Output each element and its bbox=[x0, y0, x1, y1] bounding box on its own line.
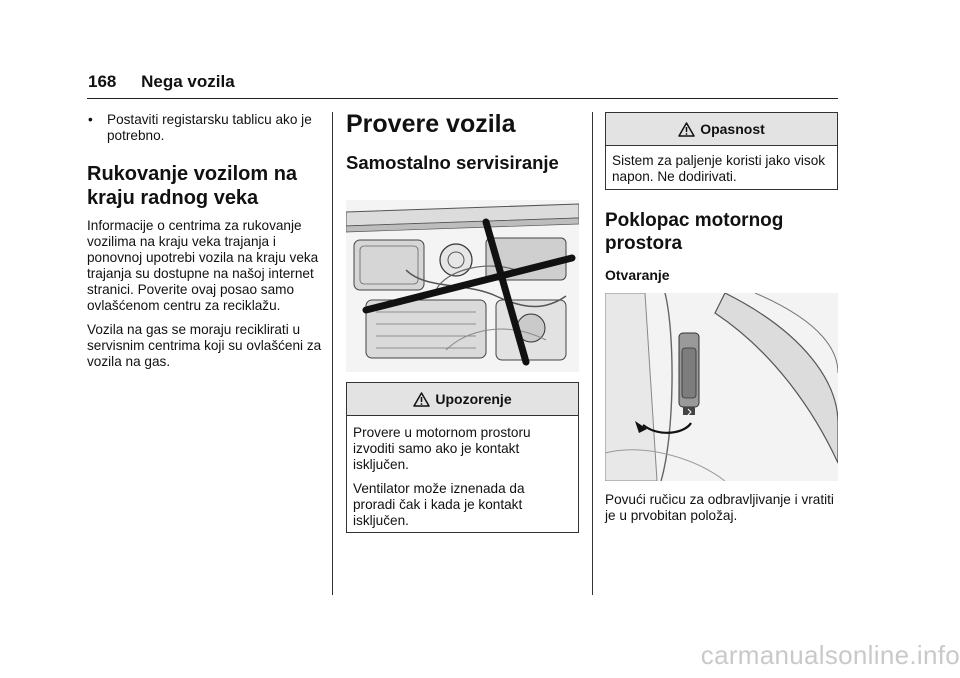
danger-header bbox=[606, 113, 837, 146]
hood-release-drawing bbox=[605, 293, 838, 481]
hood-release-illustration bbox=[605, 293, 838, 481]
warning-triangle-icon bbox=[413, 386, 430, 418]
danger-title: Opasnost bbox=[700, 121, 765, 137]
gas-vehicles-paragraph: Vozila na gas se moraju reciklirati u servisnim centrima koji su ovlašćeni za vozila na gas. bbox=[87, 322, 322, 369]
engine-bay-drawing bbox=[346, 200, 579, 372]
hood-heading: Poklopac motornog prostora bbox=[605, 210, 784, 254]
end-of-life-paragraph: Informacije o centrima za rukovanje vozilima na kraju veka trajanja i ponovnoj upotrebi vozila na kraju veka trajanja su dostupne na našoj internet stranici. Poverite ovaj posao samo ovlašćenom centru za reciklažu. bbox=[87, 218, 319, 313]
page-header bbox=[88, 72, 235, 92]
danger-triangle-icon bbox=[678, 116, 695, 148]
hood-caption: Povući ručicu za odbravljivanje i vratiti je u prvobitan položaj. bbox=[605, 492, 834, 523]
vehicle-checks-title: Provere vozila bbox=[346, 110, 516, 138]
engine-bay-illustration bbox=[346, 200, 579, 372]
bullet-item bbox=[87, 112, 322, 144]
danger-body bbox=[606, 146, 837, 197]
bullet-text: Postaviti registarsku tablicu ako je potrebno. bbox=[107, 112, 312, 143]
page-number: 168 bbox=[88, 72, 117, 91]
column-divider-left bbox=[332, 112, 333, 595]
opening-subheading: Otvaranje bbox=[605, 267, 670, 283]
warning-text-1: Provere u motornom prostoru izvoditi samo ako je kontakt isključen. bbox=[353, 425, 531, 472]
danger-box bbox=[605, 112, 838, 190]
hood-section bbox=[605, 209, 838, 283]
warning-header bbox=[347, 383, 578, 416]
header-divider bbox=[87, 98, 838, 99]
bullet-marker: • bbox=[88, 112, 93, 127]
warning-body bbox=[347, 416, 578, 541]
warning-box bbox=[346, 382, 579, 533]
column-1 bbox=[87, 112, 322, 378]
column-divider-right bbox=[592, 112, 593, 595]
end-of-life-heading: Rukovanje vozilom na kraju radnog veka bbox=[87, 163, 298, 209]
watermark: carmanualsonline.info bbox=[700, 640, 960, 670]
column-2 bbox=[346, 110, 579, 174]
self-service-subtitle: Samostalno servisiranje bbox=[346, 152, 559, 173]
warning-text-2: Ventilator može iznenada da proradi čak i kada je kontakt isključen. bbox=[353, 481, 525, 528]
warning-title: Upozorenje bbox=[435, 391, 512, 407]
danger-text: Sistem za paljenje koristi jako visok napon. Ne dodirivati. bbox=[612, 153, 826, 184]
section-title: Nega vozila bbox=[141, 72, 235, 91]
